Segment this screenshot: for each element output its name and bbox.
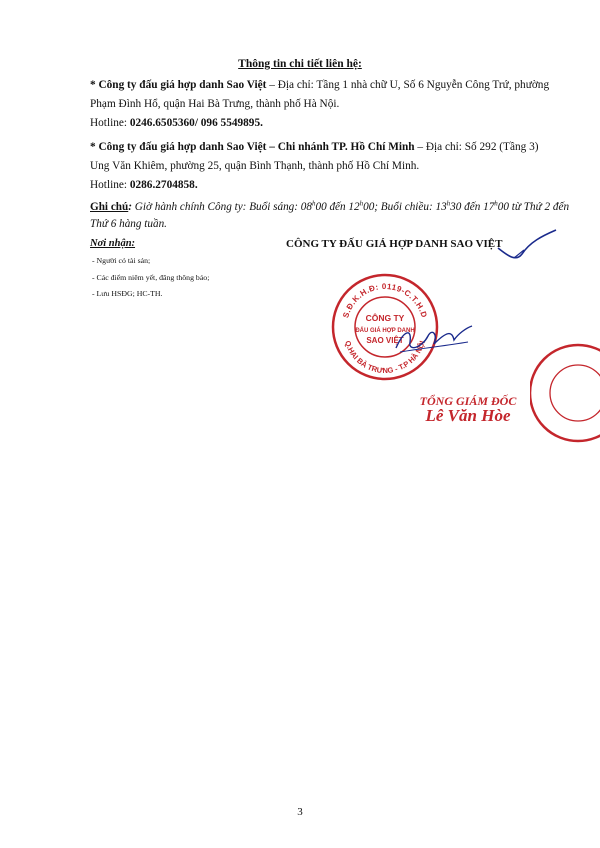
stamp-ring-bottom: Q.HAI BÀ TRƯNG - T.P HÀ NỘI [343,339,427,376]
contact-hcm [90,138,560,195]
contact-hanoi-address: – Địa chỉ: Tầng 1 nhà chữ U, Số 6 Nguyễn Công Trứ, phường Phạm Đình Hổ, quận Hai Bà Trưng, thành phố Hà Nội. [90,79,550,110]
note-text-c: 00; Buổi chiều: 13 [363,201,447,213]
contact-hcm-name: Công ty đấu giá hợp danh Sao Việt – Chi nhánh TP. Hồ Chí Minh [98,141,415,153]
page-number: 3 [297,806,303,818]
note-label: Ghi chú [90,201,129,213]
contact-hanoi [90,76,560,133]
recipient-item: - Người có tài sản; [92,256,151,265]
contact-hanoi-hotline: 0246.6505360/ 096 5549895. [129,117,263,129]
note-sup-b: h [359,199,364,208]
company-signature-title: CÔNG TY ĐẤU GIÁ HỢP DANH SAO VIỆT [286,238,503,250]
contact-hanoi-bullet: * [90,79,99,91]
contact-hcm-bullet: * [90,141,99,153]
note-text-d: 30 đến 17 [450,201,495,213]
note-sup-a: h [311,199,316,208]
note-text-e: 00 từ Thứ 2 đến Thứ 6 hàng tuần. [90,201,570,230]
initial-signature [490,228,560,268]
working-hours-note: Ghi chú: Giờ hành chính Công ty: Buổi sáng: 08$^h$00 đến 12$^h$00; Buổi chiều: 13$^h$30 đến 17$^h$00 từ Thứ 2 đến Thứ 6 hàng tuần. [90,199,570,230]
contact-hcm-address: – Địa chỉ: Số 292 (Tầng 3) Ung Văn Khiêm, phường 25, quận Bình Thạnh, thành phố Hồ Chí Minh. [90,141,539,172]
stamp-line-1: CÔNG TY [365,313,405,323]
contact-hcm-hotline-label: Hotline: [90,179,130,191]
contact-hanoi-hotline-label: Hotline: [90,117,130,129]
note-text-a: Giờ hành chính Công ty: Buổi sáng: 08 [131,201,312,213]
contact-hcm-hotline: 0286.2704858. [129,179,198,191]
stamp-line-2: ĐẤU GIÁ HỢP DANH [355,328,415,334]
note-sup-c: h [446,199,451,208]
note-text-b: 00 đến 12 [315,201,360,213]
recipient-item: - Lưu HSĐG; HC-TH. [92,289,163,298]
contact-hanoi-name: Công ty đấu giá hợp danh Sao Việt [98,79,267,91]
stamp-line-3: SAO VIỆT [366,336,404,345]
director-signature [394,318,474,358]
note-sup-d: h [494,199,498,208]
contact-heading: Thông tin chi tiết liên hệ: [238,58,362,70]
director-name: Lê Văn Hòe [425,406,511,425]
recipient-item: - Các điểm niêm yết, đăng thông báo; [92,272,210,282]
recipients-block: Nơi nhận: - Người có tài sản; - Các điểm niêm yết, đăng thông báo; - Lưu HSĐG; HC-TH. [90,238,209,303]
recipients-title: Nơi nhận [90,238,132,249]
director-title: TỔNG GIÁM ĐỐC [419,394,517,408]
stamp-ring-top: S.Đ.K.H.Đ: 0119-C.T.H.D [341,281,429,320]
partial-stamp [530,338,600,448]
